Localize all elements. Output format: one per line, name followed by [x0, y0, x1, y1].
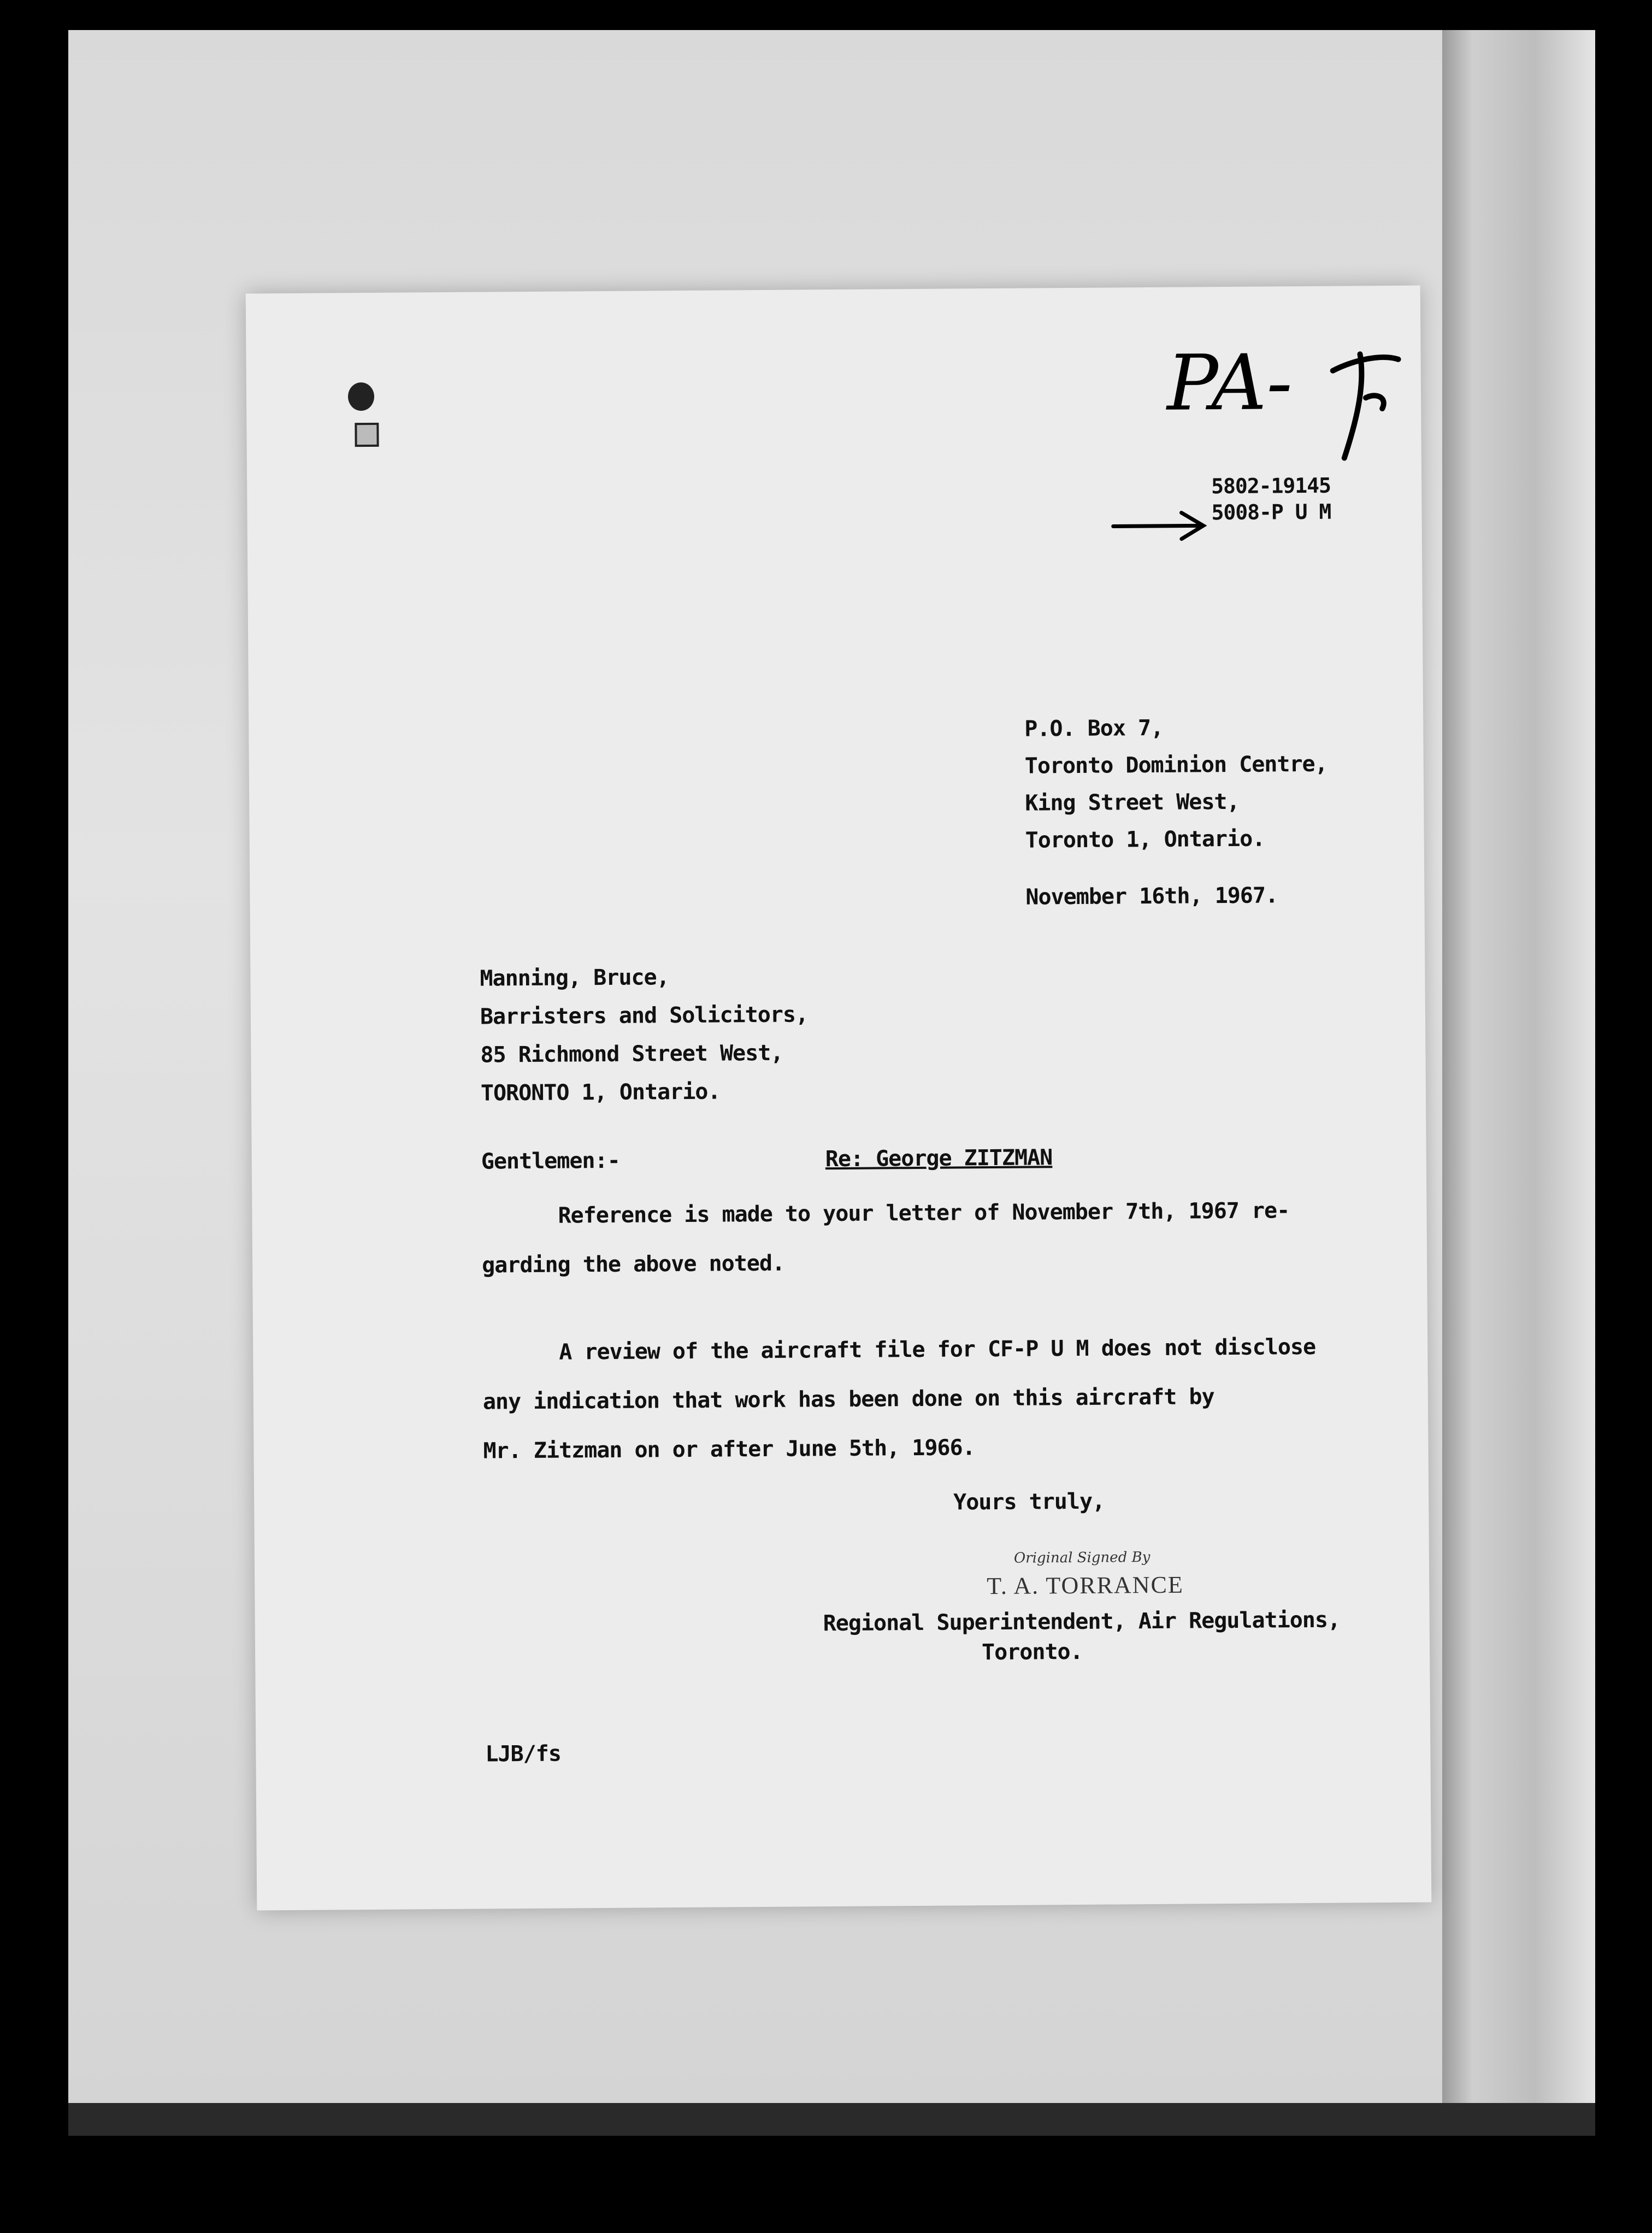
- reference-initials: LJB/fs: [485, 1741, 562, 1767]
- recipient-line-3: 85 Richmond Street West,: [480, 1040, 783, 1068]
- body-paragraph-2-line-2: any indication that work has been done on this aircraft by: [482, 1384, 1214, 1415]
- staple-mark-icon: [345, 380, 384, 451]
- hand-drawn-arrow-icon: [1110, 508, 1208, 541]
- subject-line: Re: George ZITZMAN: [825, 1145, 1053, 1172]
- recipient-line-4: TORONTO 1, Ontario.: [480, 1079, 721, 1106]
- return-address-line-4: Toronto 1, Ontario.: [1025, 826, 1265, 853]
- handwritten-file-tag: [1166, 338, 1405, 465]
- signatory-title-line-1: Regional Superintendent, Air Regulations,: [823, 1607, 1341, 1637]
- body-paragraph-1-line-2: garding the above noted.: [481, 1250, 785, 1278]
- file-number-2: 5008-P U M: [1211, 499, 1331, 525]
- handwritten-scrawl-icon: [1322, 338, 1405, 464]
- return-address-line-1: P.O. Box 7,: [1024, 715, 1164, 742]
- signatory-title-line-2: Toronto.: [981, 1639, 1083, 1665]
- salutation: Gentlemen:-: [481, 1148, 620, 1174]
- recipient-line-2: Barristers and Solicitors,: [480, 1002, 809, 1030]
- recipient-line-1: Manning, Bruce,: [480, 965, 669, 991]
- body-paragraph-2-line-3: Mr. Zitzman on or after June 5th, 1966.: [483, 1435, 975, 1464]
- closing: Yours truly,: [953, 1488, 1105, 1515]
- body-paragraph-1-line-1: Reference is made to your letter of November 7th, 1967 re-: [558, 1198, 1290, 1228]
- return-address-line-3: King Street West,: [1025, 789, 1240, 816]
- handwritten-tag-text: PA-: [1166, 338, 1293, 428]
- return-address-line-2: Toronto Dominion Centre,: [1024, 751, 1328, 779]
- film-edge-strip: [1442, 30, 1595, 2122]
- body-paragraph-2-line-1: A review of the aircraft file for CF-P U M does not disclose: [559, 1334, 1316, 1365]
- file-number-1: 5802-19145: [1211, 473, 1331, 499]
- signature-stamp-name: T. A. TORRANCE: [987, 1571, 1184, 1600]
- letter-sheet: [246, 286, 1432, 1911]
- signature-stamp-label: Original Signed By: [1013, 1549, 1150, 1567]
- film-bottom-edge: [68, 2103, 1595, 2136]
- letter-date: November 16th, 1967.: [1025, 883, 1278, 910]
